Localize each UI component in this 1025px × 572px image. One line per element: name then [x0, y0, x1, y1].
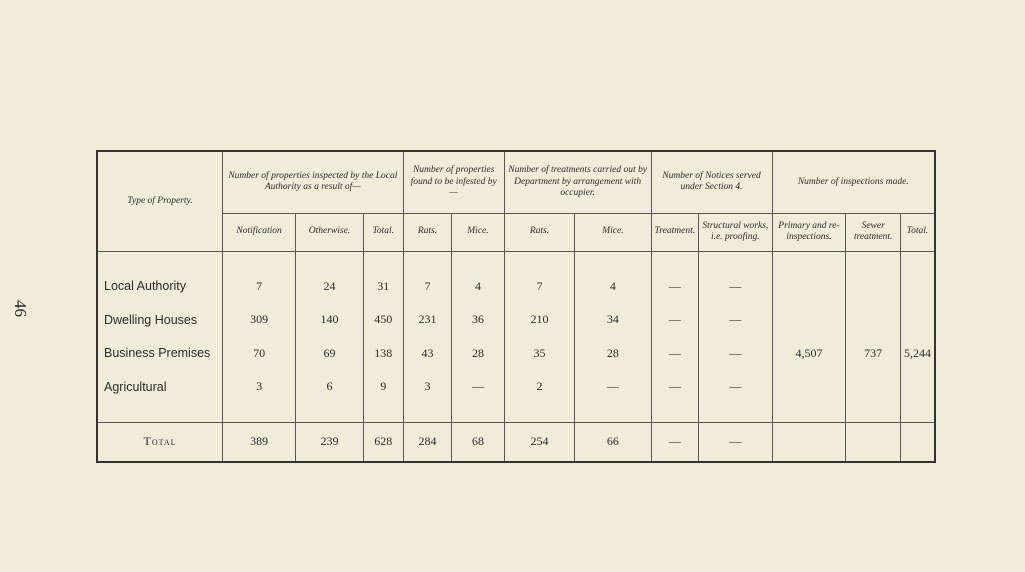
cell-treat-rats: 7	[504, 270, 575, 304]
page-number: 46	[11, 300, 30, 317]
total-rats: 284	[403, 422, 452, 462]
total-treat-rats: 254	[504, 422, 575, 462]
cell-total: 450	[363, 303, 403, 337]
cell-notification: 7	[223, 270, 296, 304]
cell-otherwise: 69	[296, 337, 364, 371]
total-total: 628	[363, 422, 403, 462]
cell-treat-rats: 35	[504, 337, 575, 371]
cell-total: 9	[363, 370, 403, 404]
cell-mice: 36	[452, 303, 504, 337]
total-notification: 389	[223, 422, 296, 462]
cell-treat-mice: 28	[575, 337, 651, 371]
header-otherwise: Otherwise.	[296, 213, 364, 251]
row-label: Dwelling Houses	[97, 303, 223, 337]
cell-treat-mice: 4	[575, 270, 651, 304]
cell-treatment: —	[651, 337, 699, 371]
header-treat-mice: Mice.	[575, 213, 651, 251]
row-label: Agricultural	[97, 370, 223, 404]
cell-structural: —	[699, 303, 772, 337]
cell-rats: 3	[403, 370, 452, 404]
table-row	[97, 370, 935, 404]
header-primary: Primary and re-inspections.	[772, 213, 846, 251]
cell-total: 31	[363, 270, 403, 304]
total-row	[97, 422, 935, 462]
cell-structural: —	[699, 337, 772, 371]
header-treat-rats: Rats.	[504, 213, 575, 251]
cell-treatment: —	[651, 370, 699, 404]
cell-treat-mice: 34	[575, 303, 651, 337]
total-otherwise: 239	[296, 422, 364, 462]
cell-otherwise: 140	[296, 303, 364, 337]
header-rats: Rats.	[403, 213, 452, 251]
total-label: Total	[97, 422, 223, 462]
cell-notification: 70	[223, 337, 296, 371]
cell-otherwise: 24	[296, 270, 364, 304]
header-total: Total.	[363, 213, 403, 251]
cell-inspections-total: 5,244	[900, 337, 935, 371]
table-row	[97, 303, 935, 337]
header-mice: Mice.	[452, 213, 504, 251]
header-infested-group: Number of properties found to be infested by—	[403, 151, 504, 213]
cell-treat-mice: —	[575, 370, 651, 404]
header-treatment: Treatment.	[651, 213, 699, 251]
header-sewer: Sewer treatment.	[846, 213, 901, 251]
cell-total: 138	[363, 337, 403, 371]
header-type-of-property: Type of Property.	[97, 151, 223, 251]
row-label: Business Premises	[97, 337, 223, 371]
row-label: Local Authority	[97, 270, 223, 304]
total-treat-mice: 66	[575, 422, 651, 462]
cell-rats: 43	[403, 337, 452, 371]
cell-mice: 4	[452, 270, 504, 304]
total-treatment: —	[651, 422, 699, 462]
cell-sewer-treatment: 737	[846, 337, 901, 371]
header-notices-group: Number of Notices served under Section 4.	[651, 151, 772, 213]
cell-treatment: —	[651, 303, 699, 337]
total-mice: 68	[452, 422, 504, 462]
table-row	[97, 270, 935, 304]
cell-notification: 3	[223, 370, 296, 404]
table-row	[97, 337, 935, 371]
header-inspected-group: Number of properties inspected by the Local Authority as a result of—	[223, 151, 404, 213]
header-inspections-group: Number of inspections made.	[772, 151, 935, 213]
cell-treatment: —	[651, 270, 699, 304]
cell-notification: 309	[223, 303, 296, 337]
cell-otherwise: 6	[296, 370, 364, 404]
cell-rats: 7	[403, 270, 452, 304]
total-structural: —	[699, 422, 772, 462]
cell-treat-rats: 2	[504, 370, 575, 404]
header-insp-total: Total.	[900, 213, 935, 251]
cell-rats: 231	[403, 303, 452, 337]
header-treatments-group: Number of treatments carried out by Department by arrangement with occupier.	[504, 151, 651, 213]
cell-mice: 28	[452, 337, 504, 371]
cell-structural: —	[699, 270, 772, 304]
cell-primary-inspections: 4,507	[772, 337, 846, 371]
rodent-control-table	[96, 150, 936, 463]
header-structural: Structural works, i.e. proofing.	[699, 213, 772, 251]
cell-structural: —	[699, 370, 772, 404]
header-notification: Notification	[223, 213, 296, 251]
cell-treat-rats: 210	[504, 303, 575, 337]
cell-mice: —	[452, 370, 504, 404]
